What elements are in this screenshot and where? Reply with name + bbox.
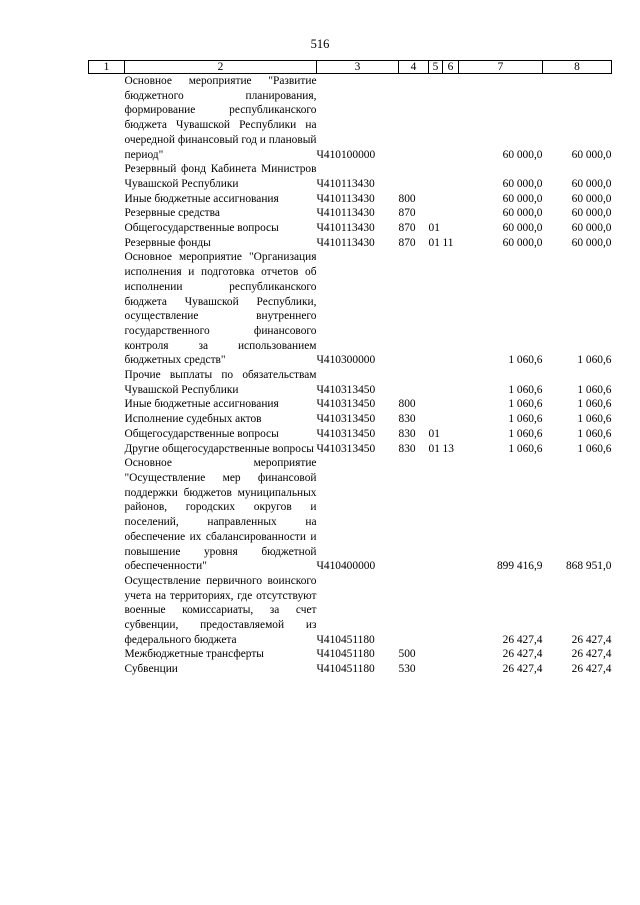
amount-year2-cell: 1 060,6 xyxy=(577,413,612,426)
section-cell xyxy=(429,368,443,397)
section-cell xyxy=(429,192,443,207)
target-code-cell: Ч410113430 xyxy=(316,222,375,235)
amount-year2-cell: 60 000,0 xyxy=(571,207,612,220)
row-number-cell xyxy=(89,192,125,207)
item-name-cell: Иные бюджетные ассигнования xyxy=(124,398,279,411)
item-name-cell: Основное мероприятие "Осуществление мер финансовой поддержки бюджетов муниципальных районов, городских округов и поселений, направленных на обеспечение их сбалансированности и повышение уровня бюджетной обеспеченности" xyxy=(124,457,317,573)
amount-year1-cell: 1 060,6 xyxy=(508,413,543,426)
amount-year1-cell: 1 060,6 xyxy=(508,383,543,396)
column-header: 1 xyxy=(89,61,125,74)
row-number-cell xyxy=(89,206,125,221)
row-number-cell xyxy=(89,368,125,397)
expense-type-cell xyxy=(399,74,429,163)
expense-type-cell: 830 xyxy=(398,413,416,426)
table-row xyxy=(89,412,612,427)
section-cell xyxy=(429,456,443,574)
amount-year2-cell: 1 060,6 xyxy=(577,383,612,396)
target-code-cell: Ч410300000 xyxy=(316,354,376,367)
row-number-cell xyxy=(89,221,125,236)
expense-type-cell: 830 xyxy=(398,442,416,455)
amount-year2-cell: 1 060,6 xyxy=(577,398,612,411)
subsection-cell xyxy=(443,192,459,207)
item-name-cell: Основное мероприятие "Организация исполнения и подготовка отчетов об исполнении республиканского бюджета Чувашской Республики, осуществление внутреннего государственного финансового контроля за использованием бюджетных средств" xyxy=(124,251,317,367)
subsection-cell xyxy=(443,221,459,236)
section-cell xyxy=(429,574,443,648)
expense-type-cell: 870 xyxy=(398,222,416,235)
amount-year2-cell: 26 427,4 xyxy=(571,663,612,676)
amount-year1-cell: 1 060,6 xyxy=(508,398,543,411)
amount-year1-cell: 60 000,0 xyxy=(502,236,543,249)
expense-type-cell: 870 xyxy=(398,236,416,249)
subsection-cell xyxy=(443,206,459,221)
target-code-cell: Ч410113430 xyxy=(316,192,375,205)
target-code-cell: Ч410100000 xyxy=(316,148,376,161)
row-number-cell xyxy=(89,162,125,191)
item-name-cell: Резервный фонд Кабинета Министров Чувашской Республики xyxy=(124,163,317,190)
table-row xyxy=(89,236,612,251)
subsection-cell: 13 xyxy=(442,442,454,455)
amount-year2-cell: 1 060,6 xyxy=(577,442,612,455)
item-name-cell: Субвенции xyxy=(124,663,178,676)
subsection-cell xyxy=(443,397,459,412)
target-code-cell: Ч410113430 xyxy=(316,177,375,190)
section-cell xyxy=(429,206,443,221)
amount-year2-cell: 60 000,0 xyxy=(571,236,612,249)
expense-type-cell: 870 xyxy=(398,207,416,220)
amount-year1-cell: 60 000,0 xyxy=(502,148,543,161)
budget-table xyxy=(88,60,612,677)
item-name-cell: Прочие выплаты по обязательствам Чувашской Республики xyxy=(124,369,317,396)
section-cell: 01 xyxy=(428,236,440,249)
table-row xyxy=(89,206,612,221)
section-cell: 01 xyxy=(428,427,440,440)
amount-year1-cell: 26 427,4 xyxy=(502,663,543,676)
amount-year2-cell: 1 060,6 xyxy=(577,354,612,367)
subsection-cell: 11 xyxy=(442,236,454,249)
item-name-cell: Резервные фонды xyxy=(124,236,211,249)
section-cell xyxy=(429,397,443,412)
column-header: 4 xyxy=(399,61,429,74)
section-cell xyxy=(429,162,443,191)
table-row xyxy=(89,647,612,662)
expense-type-cell: 500 xyxy=(398,648,416,661)
item-name-cell: Общегосударственные вопросы xyxy=(124,222,279,235)
row-number-cell xyxy=(89,412,125,427)
section-cell xyxy=(429,647,443,662)
column-header: 2 xyxy=(125,61,317,74)
column-header: 8 xyxy=(543,61,612,74)
target-code-cell: Ч410313450 xyxy=(316,442,376,455)
amount-year2-cell: 60 000,0 xyxy=(571,148,612,161)
column-header: 3 xyxy=(317,61,399,74)
table-row xyxy=(89,442,612,457)
table-row xyxy=(89,221,612,236)
amount-year1-cell: 60 000,0 xyxy=(502,192,543,205)
amount-year2-cell: 868 951,0 xyxy=(565,560,612,573)
section-cell: 01 xyxy=(428,222,440,235)
amount-year1-cell: 899 416,9 xyxy=(496,560,543,573)
amount-year1-cell: 1 060,6 xyxy=(508,442,543,455)
section-cell xyxy=(429,74,443,163)
table-row xyxy=(89,368,612,397)
subsection-cell xyxy=(443,162,459,191)
item-name-cell: Осуществление первичного воинского учета на территориях, где отсутствуют военные комиссариаты, за счет субвенции, предоставляемой из федерального бюджета xyxy=(124,574,317,646)
row-number-cell xyxy=(89,74,125,163)
target-code-cell: Ч410400000 xyxy=(316,560,376,573)
amount-year2-cell: 60 000,0 xyxy=(571,177,612,190)
table-row xyxy=(89,397,612,412)
amount-year1-cell: 60 000,0 xyxy=(502,222,543,235)
expense-type-cell: 830 xyxy=(398,427,416,440)
item-name-cell: Другие общегосударственные вопросы xyxy=(124,442,314,455)
page-number: 516 xyxy=(310,37,330,51)
expense-type-cell: 800 xyxy=(398,398,416,411)
item-name-cell: Иные бюджетные ассигнования xyxy=(124,192,279,205)
table-row xyxy=(89,427,612,442)
amount-year1-cell: 60 000,0 xyxy=(502,207,543,220)
subsection-cell xyxy=(443,662,459,677)
amount-year1-cell: 26 427,4 xyxy=(502,648,543,661)
row-number-cell xyxy=(89,662,125,677)
amount-year1-cell: 60 000,0 xyxy=(502,177,543,190)
row-number-cell xyxy=(89,442,125,457)
target-code-cell: Ч410313450 xyxy=(316,398,376,411)
table-row xyxy=(89,662,612,677)
row-number-cell xyxy=(89,456,125,574)
column-header: 6 xyxy=(443,61,459,74)
row-number-cell xyxy=(89,397,125,412)
amount-year2-cell: 26 427,4 xyxy=(571,648,612,661)
target-code-cell: Ч410313450 xyxy=(316,383,376,396)
item-name-cell: Межбюджетные трансферты xyxy=(124,648,264,661)
amount-year2-cell: 1 060,6 xyxy=(577,427,612,440)
amount-year1-cell: 1 060,6 xyxy=(508,354,543,367)
amount-year1-cell: 26 427,4 xyxy=(502,633,543,646)
column-header: 5 xyxy=(429,61,443,74)
expense-type-cell xyxy=(399,456,429,574)
target-code-cell: Ч410313450 xyxy=(316,413,376,426)
row-number-cell xyxy=(89,427,125,442)
item-name-cell: Общегосударственные вопросы xyxy=(124,427,279,440)
section-cell: 01 xyxy=(428,442,440,455)
table-row xyxy=(89,456,612,574)
table-row xyxy=(89,74,612,163)
table-row xyxy=(89,162,612,191)
row-number-cell xyxy=(89,236,125,251)
target-code-cell: Ч410451180 xyxy=(316,648,375,661)
subsection-cell xyxy=(443,647,459,662)
expense-type-cell: 800 xyxy=(398,192,416,205)
subsection-cell xyxy=(443,574,459,648)
target-code-cell: Ч410313450 xyxy=(316,427,376,440)
target-code-cell: Ч410113430 xyxy=(316,207,375,220)
section-cell xyxy=(429,412,443,427)
amount-year2-cell: 60 000,0 xyxy=(571,192,612,205)
table-row xyxy=(89,250,612,368)
item-name-cell: Резервные средства xyxy=(124,207,220,220)
subsection-cell xyxy=(443,412,459,427)
expense-type-cell xyxy=(399,574,429,648)
table-header-row xyxy=(89,61,612,74)
subsection-cell xyxy=(443,427,459,442)
row-number-cell xyxy=(89,250,125,368)
row-number-cell xyxy=(89,647,125,662)
subsection-cell xyxy=(443,74,459,163)
column-header: 7 xyxy=(459,61,543,74)
expense-type-cell xyxy=(399,162,429,191)
section-cell xyxy=(429,662,443,677)
amount-year2-cell: 60 000,0 xyxy=(571,222,612,235)
section-cell xyxy=(429,250,443,368)
subsection-cell xyxy=(443,368,459,397)
subsection-cell xyxy=(443,250,459,368)
item-name-cell: Исполнение судебных актов xyxy=(124,413,262,426)
amount-year1-cell: 1 060,6 xyxy=(508,427,543,440)
row-number-cell xyxy=(89,574,125,648)
target-code-cell: Ч410113430 xyxy=(316,236,375,249)
table-row xyxy=(89,192,612,207)
expense-type-cell: 530 xyxy=(398,663,416,676)
target-code-cell: Ч410451180 xyxy=(316,633,375,646)
target-code-cell: Ч410451180 xyxy=(316,663,375,676)
table-row xyxy=(89,574,612,648)
subsection-cell xyxy=(443,456,459,574)
expense-type-cell xyxy=(399,368,429,397)
expense-type-cell xyxy=(399,250,429,368)
table-body xyxy=(89,74,612,677)
amount-year2-cell: 26 427,4 xyxy=(571,633,612,646)
item-name-cell: Основное мероприятие "Развитие бюджетного планирования, формирование республиканского бюджета Чувашской Республики на очередной финансовый год и плановый период" xyxy=(124,75,317,161)
